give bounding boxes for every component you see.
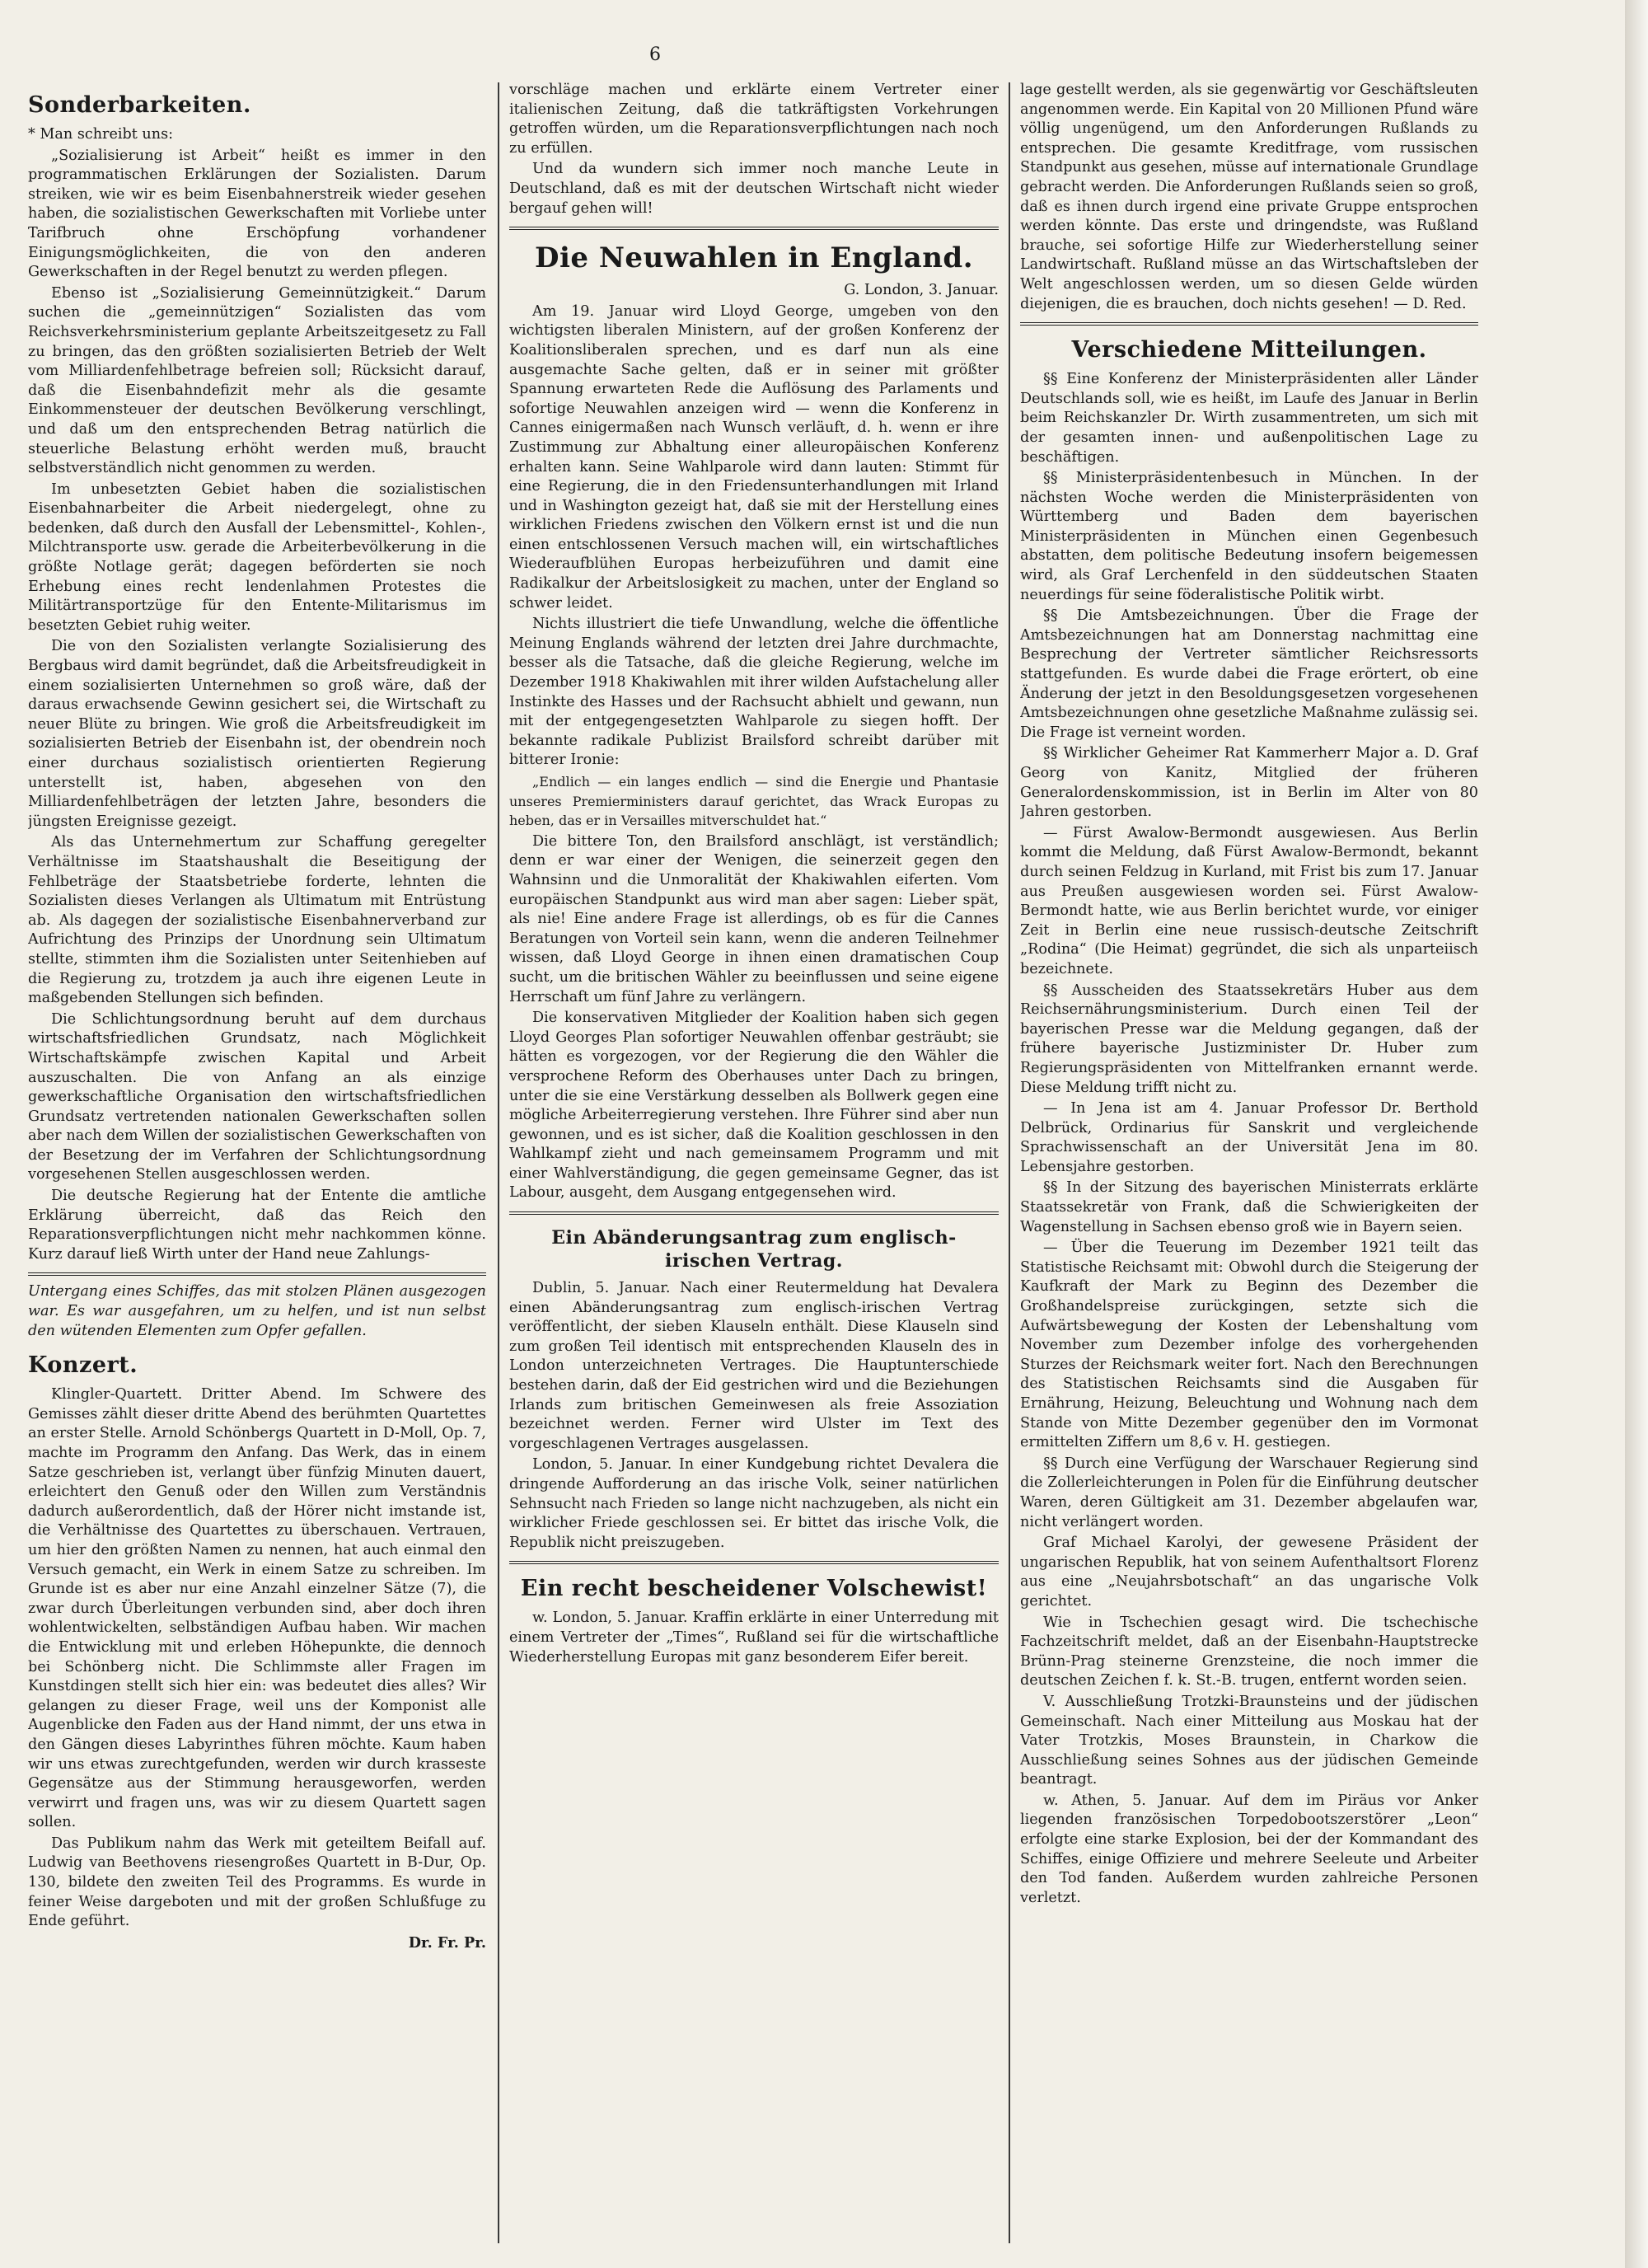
news-item: — Über die Teuerung im Dezember 1921 teilt das Statistische Reichsamt mit: Obwohl durch die Steigerung der Kaufkraft der Mark zu Beginn des Dezember die Großhandelspreise zurückgingen, setzte sich die Aufwärtsbewegung der Kosten der Lebenshaltung vom November zum Dezember infolge des vorhergehenden Sturzes der Reichsmark weiter fort. Nach den Berechnungen des Statistischen Reichsamts sind die Ausgaben für Ernährung, Heizung, Beleuchtung und Wohnung nach dem Stande von Mitte Dezember gegenüber den im Vormonat ermittelten Ziffern um 8,6 v. H. gestiegen. (1020, 1239, 1478, 1451)
headline-volschewist: Ein recht bescheidener Volschewist! (520, 1576, 988, 1602)
article-paragraph: Die Schlichtungsordnung beruht auf dem durchaus wirtschaftsfriedlichen Grundsatz, nach Möglichkeit Wirtschaftskämpfe zwischen Kapital und Arbeit auszuschalten. Die von Anfang an als einzige gewerkschaftliche Organisation den wirtschaftsfriedlichen Grundsatz vertretenden nationalen Gewerkschaften sollen aber nach dem Willen der sozialistischen Gewerkschaften von der Besetzung der im Verfahren der Schlichtungsordnung vorgesehenen Stellen ausgeschlossen werden. (28, 1010, 486, 1183)
article-paragraph: vorschläge machen und erklärte einem Vertreter einer italienischen Zeitung, daß die tatkräftigsten Vorkehrungen getroffen würden, um die Reparationsverpflichtungen nach noch zu erfüllen. (509, 82, 999, 157)
review-paragraph: Das Publikum nahm das Werk mit geteiltem Beifall auf. Ludwig van Beethovens riesengroßes Quartett in B-Dur, Op. 130, bildete den zweiten Teil des Programms. Es wurde in feiner Weise dargeboten und mit der großen Schlußfuge zu Ende geführt. (28, 1835, 486, 1930)
news-item: §§ Eine Konferenz der Ministerpräsidenten aller Länder Deutschlands soll, wie es heißt, im Laufe des Januar in Berlin beim Reichskanzler Dr. Wirth zusammentreten, um sich mit der gesamten innen- und außenpolitischen Lage zu beschäftigen. (1020, 371, 1478, 466)
column-right (1020, 81, 1478, 2243)
section-divider (28, 1272, 486, 1276)
article-paragraph: „Sozialisierung ist Arbeit“ heißt es immer in den programmatischen Erklärungen der Sozialisten. Darum streiken, wie wir es beim Eisenbahnerstreik wieder gesehen haben, die sozialistischen Gewerkschaften mit Vorliebe unter Tarifbruch ohne Erschöpfung vorhandener Einigungsmöglichkeiten, die von den anderen Gewerkschaften in der Regel benutzt zu werden pflegen. (28, 147, 486, 281)
article-paragraph: London, 5. Januar. In einer Kundgebung richtet Devalera die dringende Aufforderung an das irische Volk, seiner natürlichen Sehnsucht nach Frieden so lange nicht nachzugeben, als nicht ein wirklicher Friede geschlossen sei. Er bittet das irische Volk, die Republik nicht preiszugeben. (509, 1456, 999, 1551)
article-paragraph: Die konservativen Mitglieder der Koalition haben sich gegen Lloyd Georges Plan sofortiger Neuwahlen offenbar gesträubt; sie hätten es vorgezogen, vor der Regierung die den Wähler die versprochene Reform des Oberhauses unter Dach zu bringen, unter die sie eine Verstärkung desselben als Bollwerk gegen eine mögliche Arbeiterregierung verstehen. Ihre Führer sind aber nun gewonnen, und es ist sicher, daß die Koalition geschlossen in den Wahlkampf zieht und nach gemeinsamem Programm und mit einer Wahlverständigung, die gegen gemeinsame Gegner, das ist Labour, ausgeht, dem Ausgang entgegensehen wird. (509, 1010, 999, 1202)
column-rule-2 (1009, 82, 1010, 2243)
section-heading-sonderbarkeiten: Sonderbarkeiten. (28, 92, 251, 118)
column-rule-1 (498, 82, 499, 2243)
section-divider (509, 1211, 999, 1215)
news-item: §§ In der Sitzung des bayerischen Ministerrats erklärte Staatssekretär von Frank, daß die Schwierigkeiten der Wagenstellung in Sachsen ebenso groß wie in Bayern seien. (1020, 1179, 1478, 1235)
page-edge-shadow (1625, 0, 1648, 2268)
news-item: — Fürst Awalow-Bermondt ausgewiesen. Aus Berlin kommt die Meldung, daß Fürst Awalow-Bermondt, bekannt durch seinen Feldzug in Kurland, mit Frist bis zum 17. Januar aus Preußen ausgewiesen worden sei. Fürst Awalow-Bermondt hatte, wie aus Berlin berichtet wurde, vor einiger Zeit in Berlin eine neue russisch-deutsche Zeitschrift „Rodina“ (Die Heimat) gegründet, die sich als unparteiisch bezeichnete. (1020, 824, 1478, 977)
news-item: w. Athen, 5. Januar. Auf dem im Piräus vor Anker liegenden französischen Torpedobootszerstörer „Leon“ erfolgte eine starke Explosion, bei der der Kommandant des Schiffes, einige Offiziere und mehrere Seeleute und Arbeiter den Tod fanden. Außerdem wurden zahlreiche Personen verletzt. (1020, 1792, 1478, 1906)
headline-abaenderungsantrag: Ein Abänderungsantrag zum englisch-irischen Vertrag. (551, 1227, 957, 1272)
page-number: 6 (649, 45, 661, 65)
article-paragraph: lage gestellt werden, als sie gegenwärtig vor Geschäftsleuten angenommen werde. Ein Kapital von 20 Millionen Pfund wäre völlig ungenügend, um den Anforderungen Rußlands zu entsprechen. Die gesamte Kreditfrage, vom russischen Standpunkt aus gesehen, müsse auf internationale Grundlage gebracht werden. Die Anforderungen Rußlands seien so groß, daß es ihnen durch irgend eine private Gruppe entsprochen werden könnte. Das erste und dringendste, was Rußland brauche, sei sofortige Hilfe zur Wiederherstellung seiner Landwirtschaft. Rußland müsse an das Wirtschaftsleben der Welt angeschlossen werden, um so diesen Gelde würden diejenigen, die es brauchen, doch nichts gesehen! — D. Red. (1020, 82, 1478, 312)
article-paragraph: Als das Unternehmertum zur Schaffung geregelter Verhältnisse im Staatshaushalt die Beseitigung der Fehlbeträge der Staatsbetriebe forderte, lehnten die Sozialisten dieses Verlangen als Ultimatum mit Entrüstung ab. Als dagegen der sozialistische Eisenbahnerverband zur Aufrichtung des Prinzips der Unordnung sein Ultimatum stellte, stimmten ihm die Sozialisten unter Seitenhieben auf die Regierung zu, trotzdem ja auch ihre eigenen Leute in maßgebenden Stellungen sich befinden. (28, 834, 486, 1007)
headline-neuwahlen-england: Die Neuwahlen in England. (534, 241, 974, 275)
section-divider (1020, 322, 1478, 326)
dateline: G. London, 3. Januar. (844, 282, 999, 299)
article-paragraph: Dublin, 5. Januar. Nach einer Reutermeldung hat Devalera einen Abänderungsantrag zum englisch-irischen Vertrag veröffentlicht, der sieben Klauseln enthält. Diese Klauseln sind zum großen Teil identisch mit entsprechenden Klauseln des in London unterzeichneten Vertrages. Die Hauptunterschiede bestehen darin, daß der Eid gestrichen wird und die Beziehungen Irlands zum britischen Gemeinwesen als freie Assoziation bezeichnet werden. Ferner wird Ulster im Text des vorgeschlagenen Vertrages ausgelassen. (509, 1280, 999, 1452)
review-paragraph: Klingler-Quartett. Dritter Abend. Im Schwere des Gemisses zählt dieser dritte Abend des berühmten Quartettes an erster Stelle. Arnold Schönbergs Quartett in D-Moll, Op. 7, machte im Programm den Anfang. Das Werk, das in einem Satze geschrieben ist, verlangt über fünfzig Minuten dauert, erleichtert den Genuß oder den Willen zum Verständnis dadurch außerordentlich, daß der Hörer nicht imstande ist, die Verhältnisse des Quartettes zu überschauen. Vertrauen, um hier den größten Namen zu nennen, hat auch einmal den Versuch gemacht, ein Werk in einem Satze zu schreiben. Im Grunde ist es aber nur eine Anzahl einzelner Sätze (7), die zwar durch Überleitungen verbunden sind, aber doch ihren wohlentwickelten, selbständigen Aufbau haben. Wir machen die Entwicklung mit und erleben Höhepunkte, die dennoch bei Schönberg nicht. Die Schlimmste aller Fragen im Kunstdingen stellt sich hier ein: was bedeutet dies alles? Wir gelangen zu dieser Frage, weil uns der Komponist alle Augenblicke den Faden aus der Hand nimmt, der uns etwa in den Gängen dieses Labyrinthes führen möchte. Kaum haben wir uns etwas zurechtgefunden, werden wir durch krasseste Gegensätze aus der Stimmung herausgeworfen, werden verwirrt und fragen uns, was wir zu diesem Quartett sagen sollen. (28, 1386, 486, 1831)
news-item: V. Ausschließung Trotzki-Braunsteins und der jüdischen Gemeinschaft. Nach einer Mitteilung aus Moskau hat der Vater Trotzkis, Moses Braunstein, in Charkow die Ausschließung seines Sohnes aus der jüdischen Gemeinde beantragt. (1020, 1693, 1478, 1788)
article-paragraph: Nichts illustriert die tiefe Unwandlung, welche die öffentliche Meinung Englands während der letzten drei Jahre durchmachte, besser als die Tatsache, daß die gleiche Regierung, welche im Dezember 1918 Khakiwahlen mit ihrer wilden Aufstachelung aller Instinkte des Hasses und der Rachsucht abhielt und gewann, nun mit der entgegengesetzten Wahlparole zu siegen hofft. Der bekannte radikale Publizist Brailsford schreibt darüber mit bitterer Ironie: (509, 616, 999, 769)
quoted-paragraph: „Endlich — ein langes endlich — sind die Energie und Phantasie unseres Premierministers darauf gerichtet, das Wrack Europas zu heben, das er in Versailles mitverschuldet hat.“ (509, 774, 999, 829)
article-paragraph: Die bittere Ton, den Brailsford anschlägt, ist verständlich; denn er war einer der Wenigen, die seinerzeit gegen den Wahnsinn und die Unmoralität der Khakiwahlen eiferten. Vom europäischen Standpunkt aus wird man aber sagen: Lieber spät, als nie! Eine andere Frage ist allerdings, ob es für die Cannes Beratungen von Vorteil sein kann, wenn die anderen Teilnehmer wissen, daß Lloyd George in ihnen einen dramatischen Coup sucht, um die britischen Wähler zu beeinflussen und seine eigene Herrschaft um fünf Jahre zu verlängern. (509, 832, 999, 1005)
news-item: §§ Die Amtsbezeichnungen. Über die Frage der Amtsbezeichnungen hat am Donnerstag nachmittag eine Besprechung der Vertreter sämtlicher Reichsressorts stattgefunden. Es wurde dabei die Frage erörtert, ob eine Änderung der jetzt in den Besoldungsgesetzen vorgesehenen Amtsbezeichnungen ohne gesetzliche Maßnahme zulässig sei. Die Frage ist verneint worden. (1020, 607, 1478, 741)
news-item: §§ Wirklicher Geheimer Rat Kammerherr Major a. D. Graf Georg von Kanitz, Mitglied der früheren Generalordenskommission, ist in Berlin im Alter von 80 Jahren gestorben. (1020, 745, 1478, 821)
article-paragraph: Am 19. Januar wird Lloyd George, umgeben von den wichtigsten liberalen Ministern, auf der großen Konferenz der Koalitionsliberalen sprechen, und es darf nun als eine ausgemachte Sache gelten, daß er in seiner mit größter Spannung erwarteten Rede die Auflösung des Parlaments und sofortige Neuwahlen anzeigen wird — wenn die Konferenz in Cannes einigermaßen nach Wunsch verläuft, d. h. wenn er ihre Zustimmung zur Abhaltung einer alleuropäischen Konferenz erhalten kann. Seine Wahlparole wird dann lauten: Stimmt für eine Regierung, die in den Friedensunterhandlungen mit Irland und in Washington gezeigt hat, daß sie mit der Herstellung eines wirklichen Friedens zwischen den Völkern ernst ist und die nun einen entschlossenen Versuch machen will, ein wirtschaftliches Wiederaufblühen Europas herbeizuführen und damit eine Radikalkur der Arbeitslosigkeit zu machen, unter der England so schwer leidet. (509, 302, 999, 612)
column-left (28, 81, 486, 2243)
author-signature: Dr. Fr. Pr. (408, 1933, 486, 1952)
section-heading-mitteilungen: Verschiedene Mitteilungen. (1071, 337, 1427, 363)
news-item: Wie in Tschechien gesagt wird. Die tschechische Fachzeitschrift meldet, daß an der Eisenbahn-Hauptstrecke Brünn-Prag steinerne Grenzsteine, die noch immer die deutschen Zeichen f. k. St.-B. trugen, entfernt worden seien. (1020, 1614, 1478, 1689)
article-paragraph: Im unbesetzten Gebiet haben die sozialistischen Eisenbahnarbeiter die Arbeit niedergelegt, ohne zu bedenken, daß durch den Ausfall der Lebensmittel-, Kohlen-, Milchtransporte usw. gerade die Arbeiterbevölkerung in die größte Notlage gerät; dagegen beförderten sie noch Erhebung eines recht lendenlahmen Protestes die Militärtransportzüge für den Entente-Militarismus im besetzten Gebiet ruhig weiter. (28, 480, 486, 634)
news-item: Graf Michael Karolyi, der gewesene Präsident der ungarischen Republik, hat von seinem Aufenthaltsort Florenz aus eine „Neujahrsbotschaft“ an das ungarische Volk gerichtet. (1020, 1535, 1478, 1610)
news-item: §§ Durch eine Verfügung der Warschauer Regierung sind die Zollerleichterungen in Polen für die Einführung deutscher Waren, deren Gültigkeit am 31. Dezember abgelaufen war, nicht verlängert worden. (1020, 1455, 1478, 1530)
news-item: — In Jena ist am 4. Januar Professor Dr. Berthold Delbrück, Ordinarius für Sanskrit und vergleichende Sprachwissenschaft an der Universität Jena im 80. Lebensjahre gestorben. (1020, 1100, 1478, 1175)
article-paragraph: w. London, 5. Januar. Kraffin erklärte in einer Unterredung mit einem Vertreter der „Times“, Rußland sei für die wirtschaftliche Wiederherstellung Europas mit ganz besonderem Eifer bereit. (509, 1610, 999, 1666)
article-paragraph: Die von den Sozialisten verlangte Sozialisierung des Bergbaus wird damit begründet, daß die Arbeitsfreudigkeit in einem sozialisierten Unternehmen so groß wäre, daß der daraus erwachsende Gewinn gesichert sei, die Wirtschaft zu neuer Blüte zu bringen. Wie groß die Arbeitsfreudigkeit im sozialisierten Betrieb der Eisenbahn ist, der obendrein noch einer durchaus sozialistisch orientierten Regierung unterstellt ist, haben, abgesehen von den Milliardenfehlbeträgen der letzten Jahre, besonders die jüngsten Ereignisse gezeigt. (28, 638, 486, 830)
news-item: §§ Ausscheiden des Staatssekretärs Huber aus dem Reichsernährungsministerium. Durch einen Teil der bayerischen Presse war die Meldung gegangen, daß der frühere bayerische Justizminister Dr. Huber zum Regierungspräsidenten von Mittelfranken ernannt werde. Diese Meldung trifft nicht zu. (1020, 982, 1478, 1096)
section-divider (509, 1561, 999, 1564)
news-item: §§ Ministerpräsidentenbesuch in München. In der nächsten Woche werden die Ministerpräsidenten von Württemberg und Baden dem bayerischen Ministerpräsidenten in München einen Gegenbesuch abstatten, dem politische Bedeutung insofern beigemessen wird, als Graf Lerchenfeld in den süddeutschen Staaten neuerdings für seine föderalistische Politik wirbt. (1020, 470, 1478, 603)
column-middle (509, 81, 999, 2243)
article-paragraph: * Man schreibt uns: (28, 126, 174, 143)
section-divider (509, 227, 999, 230)
article-paragraph: Ebenso ist „Sozialisierung Gemeinnützigkeit.“ Darum suchen die „gemeinnützigen“ Sozialisten das vom Reichsverkehrsministerium geplante Arbeitszeitgesetz zu Fall zu bringen, das den größten sozialisierten Betrieb der Welt vom Milliardenfehlbetrage befreien soll; Rücksicht darauf, daß die Eisenbahndefizit mehr als die gesamte Einkommensteuer der deutschen Bevölkerung verschlingt, und daß um den entsprechenden Betrag natürlich die steuerliche Belastung erhöht werden muß, braucht selbstverständlich nicht genommen zu werden. (28, 284, 486, 477)
article-paragraph: Die deutsche Regierung hat der Entente die amtliche Erklärung überreicht, daß das Reich den Reparationsverpflichtungen nicht mehr nachkommen könne. Kurz darauf ließ Wirth unter der Hand neue Zahlungs- (28, 1188, 486, 1263)
continued-text: Untergang eines Schiffes, das mit stolzen Plänen ausgezogen war. Es war ausgefahren, um zu helfen, und ist nun selbst den wütenden Elementen zum Opfer gefallen. (28, 1283, 486, 1339)
section-heading-konzert: Konzert. (28, 1352, 138, 1379)
article-paragraph: Und da wundern sich immer noch manche Leute in Deutschland, daß es mit der deutschen Wirtschaft nicht wieder bergauf gehen will! (509, 161, 999, 217)
